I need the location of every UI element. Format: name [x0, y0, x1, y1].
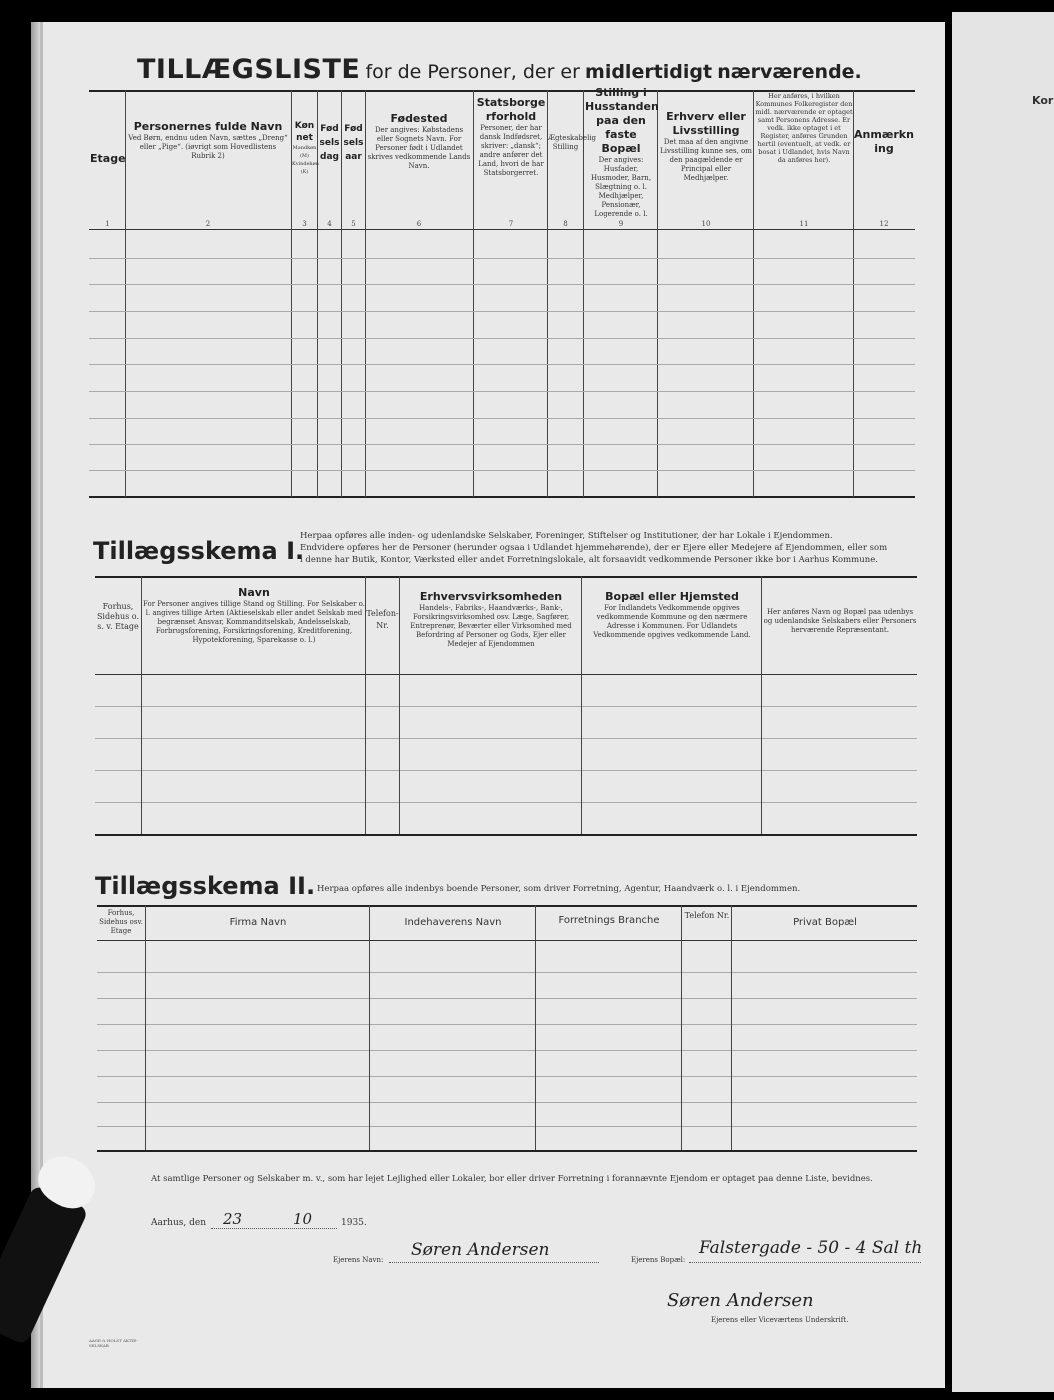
table-row	[89, 418, 915, 419]
table-row	[95, 802, 917, 803]
col-number: 2	[205, 220, 211, 228]
col-note-household: Der angives: Husfader, Husmoder, Barn, Slægtning o. l. Medhjælper, Pensionær, Logerende o. l.	[590, 156, 652, 218]
table-row	[89, 311, 915, 312]
col-divider	[681, 905, 682, 1150]
col-number: 8	[563, 220, 568, 228]
skema2-col-branch: Forretnings Branche	[558, 915, 660, 926]
adjacent-page-text: Kor	[1032, 94, 1054, 107]
owner-address-label: Ejerens Bopæl:	[631, 1256, 686, 1264]
col-divider	[753, 90, 754, 497]
col-divider	[365, 90, 366, 497]
table-row	[95, 738, 917, 739]
table-row	[97, 1102, 917, 1103]
skema1-col-representative	[763, 608, 917, 635]
col-number: 4	[327, 220, 332, 228]
col-divider	[145, 905, 146, 1150]
skema1-bottom-rule	[95, 834, 917, 836]
col-number: 12	[879, 220, 889, 228]
skema1-header-rule	[95, 674, 917, 675]
owner-name-label: Ejerens Navn:	[333, 1256, 384, 1264]
table-row	[89, 470, 915, 471]
skema2-bottom-rule	[97, 1150, 917, 1152]
col-header-birthyear: Fødselsaar	[343, 124, 364, 162]
skema1-desc-line: Endvidere opføres her de Personer (herunder ogsaa i Udlandet hjemmehørende), der er Ejere eller Medejere af Ejendommen, eller som	[300, 543, 888, 553]
skema1-col-name: Navn For Personer angives tillige Stand og Stilling. For Selskaber o. l. angives tillige Arten (Aktieselskab eller andet Selskab med begrænset Ansvar, Kommanditselskab, Andelsselskab, Forbrugsforening, Forsikringsforening, Kreditforening, Hypotekforening, Sparekasse o. l.)	[143, 586, 365, 644]
binder-clip	[0, 1150, 110, 1260]
col-header-remarks: Anmærkning	[854, 128, 914, 155]
owner-address-underline	[689, 1262, 921, 1263]
col-divider	[369, 905, 370, 1150]
table-row	[89, 284, 915, 285]
col-header-etage: Etage	[90, 152, 126, 165]
skema2-col-phone: Telefon Nr.	[684, 911, 730, 920]
col-header-gender: Kønnet Mandkøn (M) Kvindekøn (K)	[292, 121, 319, 175]
col-number: 5	[351, 220, 356, 228]
skema1-top-rule	[95, 576, 917, 578]
census-form-page	[40, 22, 945, 1388]
main-title-end: nærværende.	[717, 61, 862, 83]
skema2-col-address: Privat Bopæl	[793, 917, 857, 928]
col-header-citizenship: Statsborgerforhold Personer, der har dansk Indfødsret, skriver: „dansk“; andre anfører det Land, hvori de har Statsborgerret.	[476, 96, 546, 177]
col-note-address: Her anføres, i hvilken Kommunes Folkeregister den midl. nærværende er optaget samt Personens Adresse. Er vedk. ikke optaget i et Register, anføres Grunden hertil (eventuelt, at vedk. er bosat i Udlandet, hvis Navn da anføres her).	[755, 92, 853, 164]
table-row	[89, 338, 915, 339]
col-divider	[761, 576, 762, 834]
col-divider	[473, 90, 474, 497]
col-header-name: Personernes fulde Navn Ved Børn, endnu uden Navn, sættes „Dreng“ eller „Pige“. (iøvrigt som Hovedlistens Rubrik 2)	[128, 120, 288, 160]
date-underline	[211, 1228, 337, 1229]
owner-address: Falstergade - 50 - 4 Sal th	[699, 1238, 923, 1258]
col-note-gender: Mandkøn (M) Kvindekøn (K)	[292, 145, 319, 175]
footer-place: Aarhus, den	[151, 1218, 206, 1228]
skema1-col-business: Erhvervsvirksomheden Handels-, Fabriks-, Haandværks-, Bank-, Forsikringsvirksomhed osv. Læge, Sagfører, Entreprenør, Beværter eller Virksomhed med Befordring af Personer og Gods, Ejer eller Medejer af Ejendommen	[410, 590, 572, 648]
skema1-title: Tillægsskema I.	[93, 537, 305, 565]
skema2-col-owner: Indehaverens Navn	[404, 917, 502, 928]
col-divider	[581, 576, 582, 834]
col-number: 11	[799, 220, 809, 228]
col-number: 7	[508, 220, 514, 228]
col-header-household: Stilling i Husstanden paa den faste Bopæl Der angives: Husfader, Husmoder, Barn, Slægtning o. l. Medhjælper, Pensionær, Logerende o. l.	[585, 86, 659, 218]
skema2-header-rule	[97, 940, 917, 941]
col-divider	[141, 576, 142, 834]
col-note-birthplace: Der angives: Købstadens eller Sognets Navn. For Personer født i Udlandet skrives vedkommende Lands Navn.	[367, 126, 471, 170]
col-note-citizenship: Personer, der har dansk Indfødsret, skriver: „dansk“; andre anfører det Land, hvori de har Statsborgerret.	[478, 124, 544, 177]
table-row	[97, 1050, 917, 1051]
col-number: 1	[105, 220, 110, 228]
skema2-title: Tillægsskema II.	[95, 872, 316, 900]
table-row	[95, 706, 917, 707]
adjacent-page	[952, 12, 1054, 1392]
table-row	[97, 972, 917, 973]
skema1-col-phone: Telefon-Nr.	[366, 609, 399, 630]
col-header-birthday: Fødselsdag	[319, 124, 340, 162]
skema1-col-etage: Forhus, Sidehus o. s. v. Etage	[96, 602, 140, 631]
footer-date-day: 23	[223, 1210, 243, 1228]
table-row	[95, 770, 917, 771]
table-row	[89, 258, 915, 259]
owner-signature: Søren Andersen	[667, 1290, 814, 1311]
col-number: 3	[302, 220, 307, 228]
footer-date-month: 10	[293, 1210, 313, 1228]
table-row	[89, 364, 915, 365]
main-title-bold: TILLÆGSLISTE	[137, 54, 361, 85]
col-divider	[731, 905, 732, 1150]
skema1-col-domicile-note: For Indlandets Vedkommende opgives vedkommende Kommune og den nærmere Adresse i Kommunen. For Udlandets Vedkommende opgives vedkommende Land.	[593, 604, 751, 639]
col-number: 10	[701, 220, 711, 228]
col-note-name: Ved Børn, endnu uden Navn, sættes „Dreng“ eller „Pige“. (iøvrigt som Hovedlistens Rubrik 2)	[128, 134, 288, 160]
owner-name: Søren Andersen	[411, 1240, 550, 1260]
col-divider	[399, 576, 400, 834]
col-number: 6	[416, 220, 422, 228]
table-row	[97, 1024, 917, 1025]
skema1-col-name-note: For Personer angives tillige Stand og Stilling. For Selskaber o. l. angives tillige Arten (Aktieselskab eller andet Selskab med begrænset Ansvar, Kommanditselskab, Andelsselskab, Forbrugsforening, Forsikringsforening, Kreditforening, Hypotekforening, Sparekasse o. l.)	[143, 600, 365, 644]
skema1-col-representative-note: Her anføres Navn og Bopæl paa udenbys og udenlandske Selskabers eller Personers herværende Repræsentant.	[763, 608, 917, 634]
footer-year: 1935.	[341, 1218, 367, 1228]
skema1-desc-line: Herpaa opføres alle inden- og udenlandske Selskaber, Foreninger, Stiftelser og Institutioner, der har Lokale i Ejendommen.	[300, 531, 833, 541]
signature-label: Ejerens eller Viceværtens Underskrift.	[711, 1316, 849, 1324]
skema1-col-domicile: Bopæl eller Hjemsted For Indlandets Vedkommende opgives vedkommende Kommune og den nærmere Adresse i Kommunen. For Udlandets Vedkommende opgives vedkommende Land.	[593, 590, 751, 639]
main-table-bottom-rule	[89, 496, 915, 498]
owner-name-underline	[389, 1262, 599, 1263]
main-title	[137, 54, 937, 85]
table-row	[89, 391, 915, 392]
table-row	[97, 998, 917, 999]
main-title-bold2: midlertidigt	[585, 61, 713, 83]
skema1-description	[300, 530, 920, 566]
skema1-col-business-note: Handels-, Fabriks-, Haandværks-, Bank-, Forsikringsvirksomhed osv. Læge, Sagfører, Entreprenør, Beværter eller Virksomhed med Befordring af Personer og Gods, Ejer eller Medejer af Ejendommen	[410, 604, 572, 648]
col-divider	[657, 90, 658, 497]
col-header-occupation: Erhverv eller Livsstilling Det maa af den angivne Livsstilling kunne ses, om den paagældende er Principal eller Medhjælper.	[660, 110, 752, 182]
col-divider	[535, 905, 536, 1150]
table-row	[89, 444, 915, 445]
skema2-col-etage: Forhus, Sidehus osv. Etage	[99, 909, 143, 935]
skema2-description: Herpaa opføres alle indenbys boende Personer, som driver Forretning, Agentur, Haandværk o. l. i Ejendommen.	[317, 884, 801, 894]
col-number: 9	[618, 220, 624, 228]
main-title-rest: for de Personer, der er	[365, 61, 580, 83]
printer-mark: AAGE & HOLST AKTIE-SELSKAB	[89, 1338, 138, 1348]
col-note-occupation: Det maa af den angivne Livsstilling kunne ses, om den paagældende er Principal eller Medhjælper.	[660, 138, 752, 182]
skema2-col-firm: Firma Navn	[229, 917, 287, 928]
skema1-desc-line: i denne har Butik, Kontor, Værksted eller andet Forretningslokale, alt forsaavidt vedkommende Personer ikke bor i Aarhus Kommune.	[300, 555, 878, 565]
col-header-marital: Ægteskabelig Stilling	[548, 134, 597, 151]
skema2-top-rule	[97, 905, 917, 907]
col-divider	[583, 90, 584, 497]
col-header-address	[755, 92, 853, 164]
col-header-birthplace: Fødested Der angives: Købstadens eller Sognets Navn. For Personer født i Udlandet skrives vedkommende Lands Navn.	[367, 112, 471, 170]
main-table-header-rule	[89, 229, 915, 230]
footer-statement: At samtlige Personer og Selskaber m. v., som har lejet Lejlighed eller Lokaler, bor eller driver Forretning i forannævnte Ejendom er optaget paa denne Liste, bevidnes.	[151, 1174, 873, 1184]
table-row	[97, 1076, 917, 1077]
table-row	[97, 1126, 917, 1127]
